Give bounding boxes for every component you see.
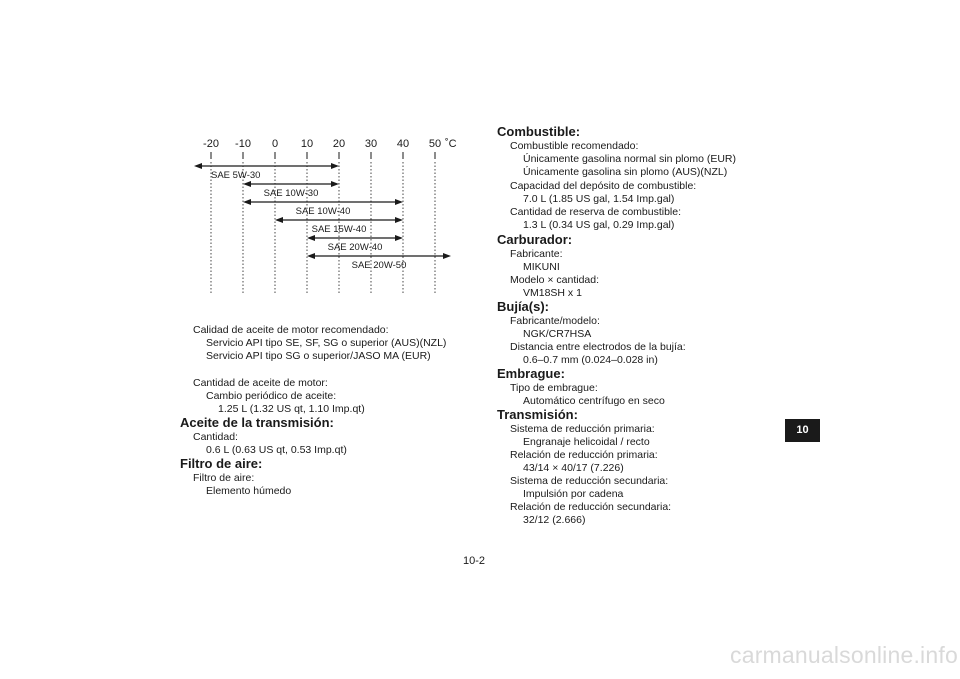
arrow-head-left: [243, 199, 251, 205]
secondary-reduction-system-value: Impulsión por cadena: [523, 488, 624, 500]
fuel-recommended-line-2: Únicamente gasolina sin plomo (AUS)(NZL): [523, 166, 728, 178]
transmission-oil-qty-label: Cantidad:: [193, 431, 238, 443]
primary-reduction-system-value: Engranaje helicoidal / recto: [523, 436, 650, 448]
clutch-type-label: Tipo de embrague:: [510, 382, 598, 394]
tick-label: 50: [428, 138, 442, 150]
fuel-recommended-line-1: Únicamente gasolina normal sin plomo (EUR): [523, 153, 737, 165]
tank-capacity-label: Capacidad del depósito de combustible:: [510, 180, 697, 192]
range-label: SAE 15W-40: [311, 224, 367, 235]
tick-label: 30: [364, 138, 378, 150]
arrow-head-right: [395, 199, 403, 205]
oil-quality-line-2: Servicio API tipo SG o superior/JASO MA (EUR): [206, 350, 431, 362]
tick-label: 10: [300, 138, 314, 150]
primary-reduction-ratio-value: 43/14 × 40/17 (7.226): [523, 462, 624, 474]
range-label: SAE 20W-40: [327, 242, 383, 253]
clutch-type-value: Automático centrífugo en seco: [523, 395, 665, 407]
transmission-heading: Transmisión:: [497, 407, 578, 422]
air-filter-heading: Filtro de aire:: [180, 456, 263, 471]
air-filter-value: Elemento húmedo: [206, 485, 292, 497]
carburetor-maker-value: MIKUNI: [523, 261, 560, 273]
spark-plug-heading: Bujía(s):: [497, 299, 549, 314]
oil-quality-line-1: Servicio API tipo SE, SF, SG o superior (AUS)(NZL): [206, 337, 447, 349]
primary-reduction-ratio-label: Relación de reducción primaria:: [510, 449, 658, 461]
reserve-value: 1.3 L (0.34 US gal, 0.29 Imp.gal): [523, 219, 675, 231]
oil-quality-label: Calidad de aceite de motor recomendado:: [193, 324, 389, 336]
arrow-head-left: [194, 163, 202, 169]
tick-label: 40: [396, 138, 410, 150]
secondary-reduction-ratio-value: 32/12 (2.666): [523, 514, 586, 526]
arrow-head-right: [331, 181, 339, 187]
tick-label: 0: [271, 138, 279, 150]
oil-quantity-label: Cantidad de aceite de motor:: [193, 377, 328, 389]
tank-capacity-value: 7.0 L (1.85 US gal, 1.54 Imp.gal): [523, 193, 675, 205]
carburetor-heading: Carburador:: [497, 232, 573, 247]
range-label: SAE 5W-30: [211, 170, 261, 181]
arrow-head-left: [307, 253, 315, 259]
carburetor-model-label: Modelo × cantidad:: [510, 274, 600, 286]
page-number: 10-2: [463, 555, 486, 567]
spark-plug-label: Fabricante/modelo:: [510, 315, 600, 327]
tick-label: -10: [235, 138, 251, 150]
spark-plug-gap-value: 0.6–0.7 mm (0.024–0.028 in): [523, 354, 658, 366]
clutch-heading: Embrague:: [497, 366, 565, 381]
tick-label: -20: [203, 138, 219, 150]
range-label: SAE 10W-40: [295, 206, 351, 217]
spark-plug-gap-label: Distancia entre electrodos de la bujía:: [510, 341, 686, 353]
reserve-label: Cantidad de reserva de combustible:: [510, 206, 682, 218]
oil-viscosity-chart: [190, 132, 470, 300]
spark-plug-value: NGK/CR7HSA: [523, 328, 592, 340]
arrow-head-left: [275, 217, 283, 223]
transmission-oil-heading: Aceite de la transmisión:: [180, 415, 334, 430]
fuel-recommended-label: Combustible recomendado:: [510, 140, 639, 152]
air-filter-label: Filtro de aire:: [193, 472, 255, 484]
carburetor-maker-label: Fabricante:: [510, 248, 563, 260]
transmission-oil-qty-value: 0.6 L (0.63 US qt, 0.53 Imp.qt): [206, 444, 347, 456]
arrow-head-right: [395, 217, 403, 223]
secondary-reduction-system-label: Sistema de reducción secundaria:: [510, 475, 669, 487]
tick-label: 20: [332, 138, 346, 150]
primary-reduction-system-label: Sistema de reducción primaria:: [510, 423, 655, 435]
range-label: SAE 20W-50: [351, 260, 407, 271]
range-label: SAE 10W-30: [263, 188, 319, 199]
watermark: carmanualsonline.info: [730, 642, 958, 668]
arrow-head-left: [307, 235, 315, 241]
carburetor-model-value: VM18SH x 1: [523, 287, 582, 299]
secondary-reduction-ratio-label: Relación de reducción secundaria:: [510, 501, 672, 513]
fuel-heading: Combustible:: [497, 124, 581, 139]
arrow-head-right: [395, 235, 403, 241]
arrow-head-right: [443, 253, 451, 259]
arrow-head-right: [331, 163, 339, 169]
oil-change-value: 1.25 L (1.32 US qt, 1.10 Imp.qt): [218, 403, 365, 415]
arrow-head-left: [243, 181, 251, 187]
oil-change-label: Cambio periódico de aceite:: [206, 390, 337, 402]
unit-label: ˚C: [445, 138, 457, 150]
chapter-tab: 10: [785, 419, 820, 442]
